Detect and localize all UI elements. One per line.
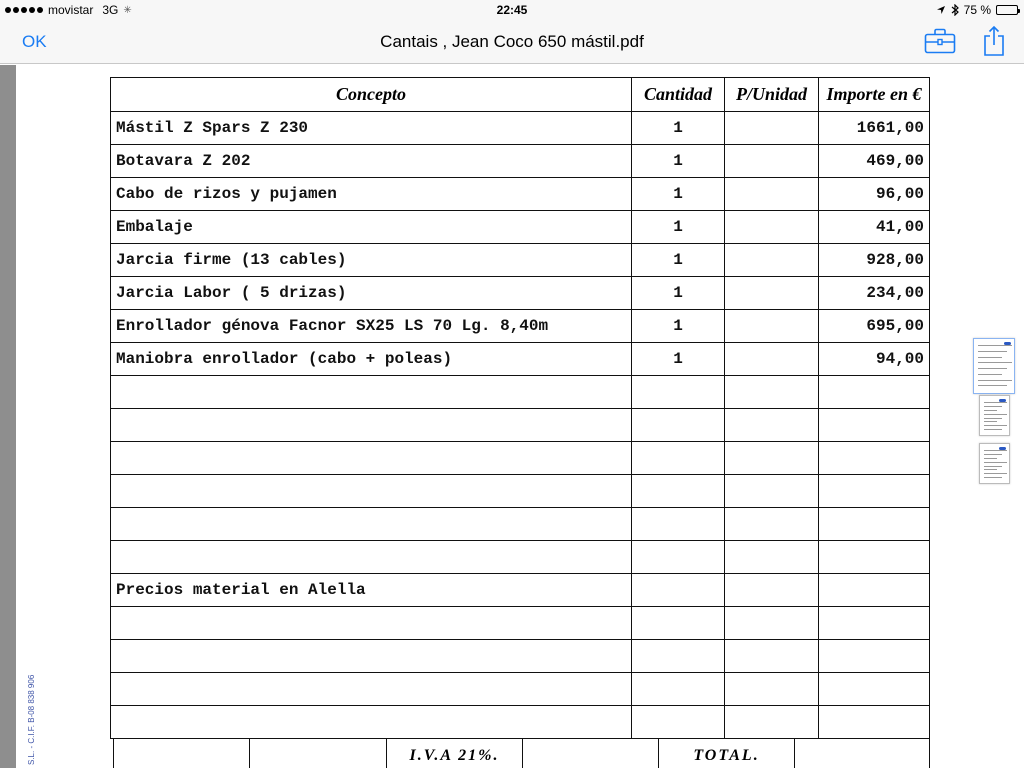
pdf-viewer[interactable] [0,65,1024,768]
row-unit-price [725,607,819,640]
company-tax-id-text: S.L. - C.I.F. B-08 838 906 [27,674,36,765]
row-concept [111,508,632,541]
row-concept: Mástil Z Spars Z 230 [111,112,632,145]
share-button[interactable] [982,25,1006,57]
row-quantity [632,607,725,640]
row-quantity [632,508,725,541]
footer-cell-blank [249,739,386,768]
row-concept: Embalaje [111,211,632,244]
row-quantity [632,640,725,673]
thumbnail-line [984,469,997,470]
row-amount: 234,00 [819,277,930,310]
row-concept: Cabo de rizos y pujamen [111,178,632,211]
row-unit-price [725,706,819,739]
row-quantity: 1 [632,112,725,145]
thumbnail-line [984,458,997,459]
table-row [111,244,930,277]
thumbnail-line [978,374,1002,375]
invoice-table [110,77,930,739]
row-concept [111,442,632,475]
toolbox-button[interactable] [924,28,956,56]
table-row [111,640,930,673]
thumbnail-line [984,410,997,411]
row-concept: Jarcia Labor ( 5 drizas) [111,277,632,310]
page-thumbnail[interactable] [979,443,1010,484]
row-amount [819,673,930,706]
row-amount [819,475,930,508]
row-amount: 1661,00 [819,112,930,145]
row-amount [819,640,930,673]
status-bar-right [936,3,1018,17]
invoice-footer-row [113,738,930,768]
row-unit-price [725,673,819,706]
row-unit-price [725,508,819,541]
thumbnail-line [978,368,1007,369]
total-label: TOTAL. [658,739,794,768]
row-unit-price [725,574,819,607]
thumbnail-logo [1004,342,1011,345]
row-quantity [632,442,725,475]
footer-cell-blank [522,739,658,768]
header-amount: Importe en € [819,78,930,112]
page-thumbnail[interactable] [973,338,1015,394]
row-unit-price [725,475,819,508]
thumbnail-line [984,418,1002,419]
thumbnail-line [984,454,1002,455]
row-unit-price [725,277,819,310]
thumbnail-line [984,421,997,422]
header-concept: Concepto [111,78,632,112]
table-row [111,376,930,409]
row-unit-price [725,145,819,178]
ok-button[interactable]: OK [22,32,47,51]
thumbnail-line [978,362,1012,363]
table-row [111,442,930,475]
table-row [111,508,930,541]
row-amount: 469,00 [819,145,930,178]
row-quantity: 1 [632,211,725,244]
thumbnail-line [984,425,1007,426]
row-concept [111,409,632,442]
row-amount [819,541,930,574]
row-amount: 96,00 [819,178,930,211]
row-amount [819,376,930,409]
table-row [111,112,930,145]
table-row [111,475,930,508]
row-quantity: 1 [632,310,725,343]
row-quantity [632,475,725,508]
row-concept: Precios material en Alella [111,574,632,607]
table-row [111,673,930,706]
thumbnail-line [984,429,1002,430]
share-icon [982,25,1006,57]
row-amount [819,607,930,640]
document-title: Cantais , Jean Coco 650 mástil.pdf [380,32,644,51]
row-quantity [632,574,725,607]
row-concept [111,673,632,706]
row-amount [819,442,930,475]
thumbnail-line [984,477,1002,478]
thumbnail-line [984,450,1007,451]
row-concept [111,475,632,508]
row-unit-price [725,409,819,442]
row-quantity [632,706,725,739]
page-edge [0,65,16,768]
activity-spinner-icon: ✳ [123,4,132,16]
row-concept [111,376,632,409]
row-concept: Enrollador génova Facnor SX25 LS 70 Lg. 8,40m [111,310,632,343]
thumbnail-logo [999,399,1006,402]
thumbnail-line [978,385,1007,386]
row-unit-price [725,112,819,145]
location-arrow-icon [936,5,946,15]
row-quantity: 1 [632,343,725,376]
thumbnail-line [978,380,1012,381]
thumbnail-line [984,473,1007,474]
row-unit-price [725,343,819,376]
table-row [111,145,930,178]
row-quantity: 1 [632,277,725,310]
invoice-header-row [111,78,930,112]
row-concept [111,706,632,739]
row-unit-price [725,541,819,574]
thumbnail-line [978,357,1002,358]
row-unit-price [725,376,819,409]
vat-label: I.V.A 21%. [386,739,522,768]
table-row [111,541,930,574]
table-row [111,178,930,211]
table-row [111,409,930,442]
thumbnail-line [984,402,1007,403]
toolbox-icon [924,28,956,54]
row-concept: Maniobra enrollador (cabo + poleas) [111,343,632,376]
row-concept [111,607,632,640]
thumbnail-logo [999,447,1006,450]
page-thumbnail[interactable] [979,395,1010,436]
invoice-rows [111,112,930,739]
bluetooth-icon [951,4,959,16]
row-quantity [632,673,725,706]
battery-percent: 75 % [963,3,991,17]
row-quantity [632,409,725,442]
row-unit-price [725,640,819,673]
row-quantity [632,376,725,409]
row-amount: 928,00 [819,244,930,277]
row-concept: Jarcia firme (13 cables) [111,244,632,277]
table-row [111,343,930,376]
row-concept: Botavara Z 202 [111,145,632,178]
row-amount [819,508,930,541]
row-unit-price [725,211,819,244]
clock: 22:45 [496,3,528,17]
row-unit-price [725,310,819,343]
header-unit-price: P/Unidad [725,78,819,112]
row-unit-price [725,178,819,211]
table-row [111,574,930,607]
thumbnail-line [984,462,1007,463]
row-concept [111,640,632,673]
thumbnail-line [978,345,1012,346]
status-bar [0,0,1024,20]
row-unit-price [725,442,819,475]
footer-cell-blank [113,739,249,768]
header-quantity: Cantidad [632,78,725,112]
thumbnail-line [978,351,1007,352]
thumbnail-line [984,406,1002,407]
table-row [111,310,930,343]
navigation-bar [0,20,1024,64]
row-quantity: 1 [632,178,725,211]
row-amount [819,706,930,739]
row-amount: 41,00 [819,211,930,244]
table-row [111,277,930,310]
row-quantity: 1 [632,145,725,178]
row-unit-price [725,244,819,277]
row-amount: 94,00 [819,343,930,376]
row-amount: 695,00 [819,310,930,343]
table-row [111,211,930,244]
row-quantity [632,541,725,574]
thumbnail-line [984,466,1002,467]
table-row [111,607,930,640]
row-amount [819,574,930,607]
row-amount [819,409,930,442]
row-quantity: 1 [632,244,725,277]
footer-cell-blank [794,739,930,768]
network-type: 3G [102,3,119,17]
thumbnail-line [984,414,1007,415]
row-concept [111,541,632,574]
table-row [111,706,930,739]
battery-icon [996,5,1018,15]
carrier-name: movistar [48,3,94,17]
